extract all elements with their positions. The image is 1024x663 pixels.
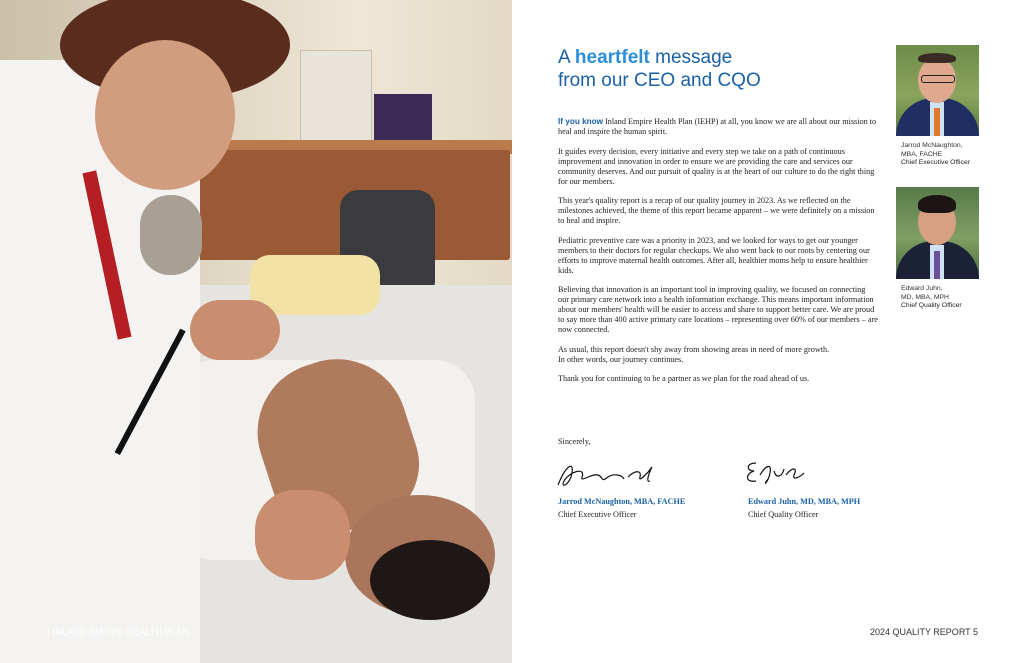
letter-body bbox=[558, 117, 878, 394]
title-line-2: from our CEO and CQO bbox=[558, 70, 761, 91]
letter-lead-in: If you know bbox=[558, 117, 604, 126]
ceo-portrait bbox=[896, 45, 979, 136]
ceo-signer-name: Jarrod McNaughton, MBA, FACHE bbox=[558, 497, 686, 506]
cqo-portrait bbox=[896, 187, 979, 279]
letter-closing: Sincerely, bbox=[558, 437, 591, 446]
cqo-signer-title: Chief Quality Officer bbox=[748, 510, 819, 519]
caption-role: Chief Quality Officer bbox=[901, 302, 962, 310]
page-title bbox=[558, 46, 761, 92]
footer-left-folio: 4 INLAND EMPIRE HEALTH PLAN bbox=[45, 627, 189, 637]
caption-credentials: MBA, FACHE bbox=[901, 150, 943, 158]
letter-paragraph bbox=[558, 117, 878, 137]
title-prefix: A bbox=[558, 47, 575, 68]
ceo-signer-title: Chief Executive Officer bbox=[558, 510, 637, 519]
photo-doctor-hand bbox=[190, 300, 280, 360]
letter-paragraph-text: In other words, our journey continues. bbox=[558, 354, 684, 364]
cqo-signer-block bbox=[748, 495, 860, 521]
letter-paragraph: It guides every decision, every initiative and every step we take on a path of continuous improvement and innovation in order to ensure we are providing the care and services our community deserves. And our pursuit of quality is at the heart of our culture to do the right thing for our members. bbox=[558, 146, 875, 186]
cqo-portrait-caption bbox=[901, 285, 962, 311]
portrait-glasses bbox=[921, 75, 955, 83]
title-highlight: heartfelt bbox=[574, 47, 650, 68]
cqo-signer-name: Edward Juhn, MD, MBA, MPH bbox=[748, 497, 861, 506]
caption-name: Jarrod McNaughton, bbox=[901, 142, 963, 149]
ceo-signature bbox=[552, 455, 662, 493]
letter-paragraph bbox=[558, 345, 878, 365]
portrait-tie bbox=[934, 108, 940, 136]
photo-yellow-towel bbox=[250, 255, 380, 315]
cqo-signature bbox=[742, 457, 812, 491]
photo-wall-chart bbox=[300, 50, 372, 142]
letter-paragraph: This year's quality report is a recap of our quality journey in 2023. As we reflected on the milestones achieved, the theme of this report became apparent – we were definitely on a mission to heal and inspire. bbox=[558, 196, 875, 225]
title-suffix: message bbox=[649, 47, 733, 68]
letter-paragraph: Pediatric preventive care was a priority in 2023, and we looked for ways to get our younger members to their doctors for regular checkups. We also went back to our roots by centering our efforts to improve maternal health outcomes. After all, healthier moms help to ensure healthier kids. bbox=[558, 235, 870, 275]
caption-name: Edward Juhn, bbox=[901, 285, 943, 292]
portrait-hair bbox=[918, 195, 956, 213]
letter-paragraph-text: Inland Empire Health Plan (IEHP) at all, you know we are all about our mission to heal and inspire the human spirit. bbox=[558, 117, 877, 136]
photo-koala-toy bbox=[140, 195, 202, 275]
caption-credentials: MD, MBA, MPH bbox=[901, 293, 949, 301]
letter-paragraph: Thank you for continuing to be a partner as we plan for the road ahead of us. bbox=[558, 374, 810, 383]
photo-baby-hair bbox=[370, 540, 490, 620]
letter-paragraph: Believing that innovation is an important tool in improving quality, we focused on connecting our primary care network into a health information exchange. This means important information about our members' health will be easier to access and share to support better care. We are proud to say more than 400 active primary care locations – representing over 60% of our members – are now connected. bbox=[558, 285, 878, 334]
photo-doctor-face bbox=[95, 40, 235, 190]
footer-right-folio: 2024 QUALITY REPORT 5 bbox=[869, 627, 978, 637]
caption-role: Chief Executive Officer bbox=[901, 159, 971, 167]
portrait-hair bbox=[918, 53, 956, 63]
photo-doctor-hand bbox=[255, 490, 350, 580]
portrait-tie bbox=[934, 251, 940, 279]
ceo-signer-block bbox=[558, 495, 685, 521]
letter-paragraph-text: As usual, this report doesn't shy away from showing areas in need of more growth. bbox=[558, 344, 830, 354]
ceo-portrait-caption bbox=[901, 142, 970, 168]
